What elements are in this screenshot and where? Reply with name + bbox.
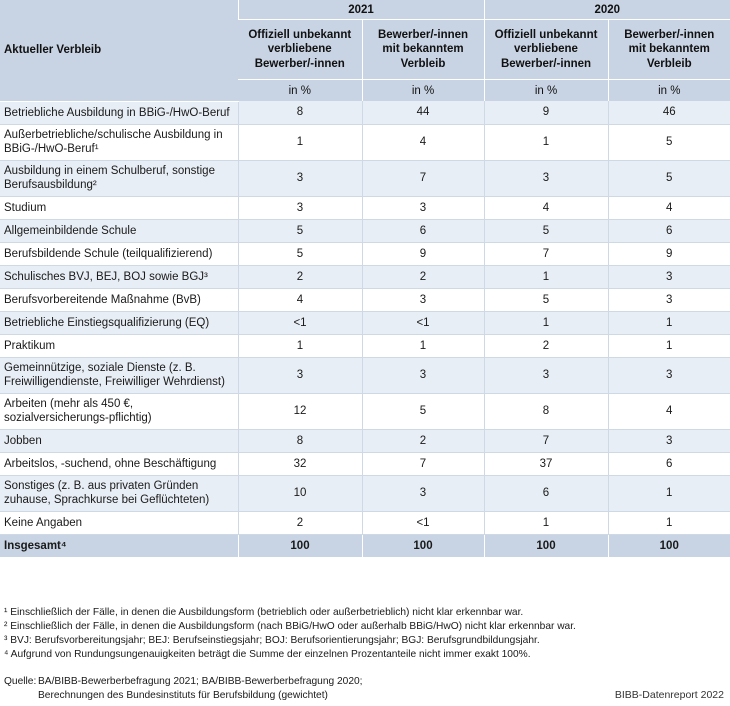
cell-value: 1 xyxy=(608,311,730,334)
cell-value: 5 xyxy=(362,393,484,429)
cell-value: 3 xyxy=(608,429,730,452)
row-label: Schulisches BVJ, BEJ, BOJ sowie BGJ³ xyxy=(0,265,238,288)
cell-value: 1 xyxy=(484,311,608,334)
footnote-1: ¹ Einschließlich der Fälle, in denen die Ausbildungsform (betrieblich oder außerbetrieblich) nicht klar erkennbar war. xyxy=(4,607,524,618)
col-header-unknown-2020: Offiziell unbekannt verbliebene Bewerber/-innen xyxy=(484,20,608,80)
cell-value: 3 xyxy=(362,196,484,219)
cell-value: 6 xyxy=(484,475,608,511)
row-label: Keine Angaben xyxy=(0,511,238,534)
table-row xyxy=(0,101,730,124)
cell-value: 8 xyxy=(238,101,362,124)
cell-value: <1 xyxy=(238,311,362,334)
unit-header: in % xyxy=(238,80,362,102)
row-label: Arbeitslos, -suchend, ohne Beschäftigung xyxy=(0,452,238,475)
cell-value: 7 xyxy=(362,452,484,475)
row-label: Betriebliche Einstiegsqualifizierung (EQ) xyxy=(0,311,238,334)
table-row xyxy=(0,429,730,452)
cell-value: 7 xyxy=(362,160,484,196)
table-body xyxy=(0,101,730,557)
unit-header: in % xyxy=(362,80,484,102)
cell-value: 3 xyxy=(608,265,730,288)
cell-value: 3 xyxy=(238,160,362,196)
cell-value: 37 xyxy=(484,452,608,475)
footnote-2: ² Einschließlich der Fälle, in denen die Ausbildungsform (nach BBiG/HwO oder außerhalb BBiG/HwO) nicht klar erkennbar war. xyxy=(4,621,576,632)
cell-value: 6 xyxy=(608,219,730,242)
cell-value: 1 xyxy=(238,124,362,160)
table-row xyxy=(0,219,730,242)
cell-value: <1 xyxy=(362,311,484,334)
row-label: Studium xyxy=(0,196,238,219)
cell-value: 2 xyxy=(484,334,608,357)
cell-value: 2 xyxy=(362,429,484,452)
cell-value: 1 xyxy=(362,334,484,357)
cell-value: 1 xyxy=(608,475,730,511)
table-row xyxy=(0,393,730,429)
total-row xyxy=(0,534,730,557)
cell-value: 5 xyxy=(484,219,608,242)
cell-value: 2 xyxy=(362,265,484,288)
cell-value: 3 xyxy=(362,288,484,311)
row-label: Ausbildung in einem Schulberuf, sonstige Berufsausbildung² xyxy=(0,160,238,196)
table-row xyxy=(0,160,730,196)
cell-value: 6 xyxy=(362,219,484,242)
table-row xyxy=(0,357,730,393)
unit-header: in % xyxy=(484,80,608,102)
total-value: 100 xyxy=(608,534,730,557)
total-label: Insgesamt⁴ xyxy=(0,534,238,557)
row-label: Praktikum xyxy=(0,334,238,357)
row-label: Außerbetriebliche/schulische Ausbildung in BBiG-/HwO-Beruf¹ xyxy=(0,124,238,160)
cell-value: 4 xyxy=(362,124,484,160)
source-label: Quelle: xyxy=(4,676,37,687)
source-line-2: Berechnungen des Bundesinstituts für Berufsbildung (gewichtet) xyxy=(38,690,328,701)
year-header-2021: 2021 xyxy=(238,0,484,20)
cell-value: 5 xyxy=(608,124,730,160)
cell-value: 46 xyxy=(608,101,730,124)
cell-value: 3 xyxy=(608,288,730,311)
cell-value: 4 xyxy=(608,196,730,219)
row-label-header: Aktueller Verbleib xyxy=(0,0,238,101)
source-line-1: BA/BIBB-Bewerberbefragung 2021; BA/BIBB-Bewerberbefragung 2020; xyxy=(38,676,363,687)
table-row xyxy=(0,311,730,334)
table-row xyxy=(0,124,730,160)
cell-value: 44 xyxy=(362,101,484,124)
total-value: 100 xyxy=(484,534,608,557)
row-label: Allgemeinbildende Schule xyxy=(0,219,238,242)
total-value: 100 xyxy=(362,534,484,557)
cell-value: 8 xyxy=(238,429,362,452)
col-header-known-2021: Bewerber/-innen mit bekanntem Verbleib xyxy=(362,20,484,80)
cell-value: 7 xyxy=(484,429,608,452)
col-header-known-2020: Bewerber/-innen mit bekanntem Verbleib xyxy=(608,20,730,80)
table-row xyxy=(0,334,730,357)
table-row xyxy=(0,265,730,288)
row-label: Berufsvorbereitende Maßnahme (BvB) xyxy=(0,288,238,311)
year-header-2020: 2020 xyxy=(484,0,730,20)
table-row xyxy=(0,288,730,311)
table-row xyxy=(0,511,730,534)
row-label: Arbeiten (mehr als 450 €, sozialversicherungs-pflichtig) xyxy=(0,393,238,429)
cell-value: 32 xyxy=(238,452,362,475)
cell-value: 1 xyxy=(484,124,608,160)
cell-value: 3 xyxy=(362,357,484,393)
unit-header: in % xyxy=(608,80,730,102)
cell-value: 9 xyxy=(484,101,608,124)
cell-value: 6 xyxy=(608,452,730,475)
row-label: Gemeinnützige, soziale Dienste (z. B. Freiwilligendienste, Freiwilliger Wehrdienst) xyxy=(0,357,238,393)
row-label: Jobben xyxy=(0,429,238,452)
table-row xyxy=(0,196,730,219)
cell-value: 2 xyxy=(238,511,362,534)
cell-value: 9 xyxy=(608,242,730,265)
table-header xyxy=(0,0,730,101)
cell-value: 5 xyxy=(608,160,730,196)
cell-value: 1 xyxy=(484,511,608,534)
cell-value: 5 xyxy=(484,288,608,311)
cell-value: 1 xyxy=(608,334,730,357)
cell-value: 3 xyxy=(484,357,608,393)
row-label: Berufsbildende Schule (teilqualifizierend) xyxy=(0,242,238,265)
cell-value: 12 xyxy=(238,393,362,429)
cell-value: 8 xyxy=(484,393,608,429)
footnote-4: ⁴ Aufgrund von Rundungsungenauigkeiten beträgt die Summe der einzelnen Prozentanteile nicht immer exakt 100%. xyxy=(4,649,531,660)
table-row xyxy=(0,475,730,511)
table-row xyxy=(0,242,730,265)
cell-value: 10 xyxy=(238,475,362,511)
cell-value: 1 xyxy=(484,265,608,288)
cell-value: <1 xyxy=(362,511,484,534)
cell-value: 4 xyxy=(608,393,730,429)
table-row xyxy=(0,452,730,475)
col-header-unknown-2021: Offiziell unbekannt verbliebene Bewerber/-innen xyxy=(238,20,362,80)
total-value: 100 xyxy=(238,534,362,557)
cell-value: 1 xyxy=(608,511,730,534)
row-label: Sonstiges (z. B. aus privaten Gründen zuhause, Sprachkurse bei Geflüchteten) xyxy=(0,475,238,511)
cell-value: 5 xyxy=(238,242,362,265)
cell-value: 2 xyxy=(238,265,362,288)
cell-value: 3 xyxy=(484,160,608,196)
cell-value: 3 xyxy=(362,475,484,511)
footnote-3: ³ BVJ: Berufsvorbereitungsjahr; BEJ: Berufseinstiegsjahr; BOJ: Berufsorientierungsjahr; BGJ: Berufsgrundbildungsjahr. xyxy=(4,635,540,646)
cell-value: 3 xyxy=(608,357,730,393)
report-brand: BIBB-Datenreport 2022 xyxy=(614,689,724,701)
footnotes xyxy=(4,606,726,662)
cell-value: 4 xyxy=(238,288,362,311)
cell-value: 3 xyxy=(238,196,362,219)
cell-value: 1 xyxy=(238,334,362,357)
cell-value: 3 xyxy=(238,357,362,393)
row-label: Betriebliche Ausbildung in BBiG-/HwO-Beruf xyxy=(0,101,238,124)
cell-value: 5 xyxy=(238,219,362,242)
cell-value: 4 xyxy=(484,196,608,219)
cell-value: 7 xyxy=(484,242,608,265)
cell-value: 9 xyxy=(362,242,484,265)
